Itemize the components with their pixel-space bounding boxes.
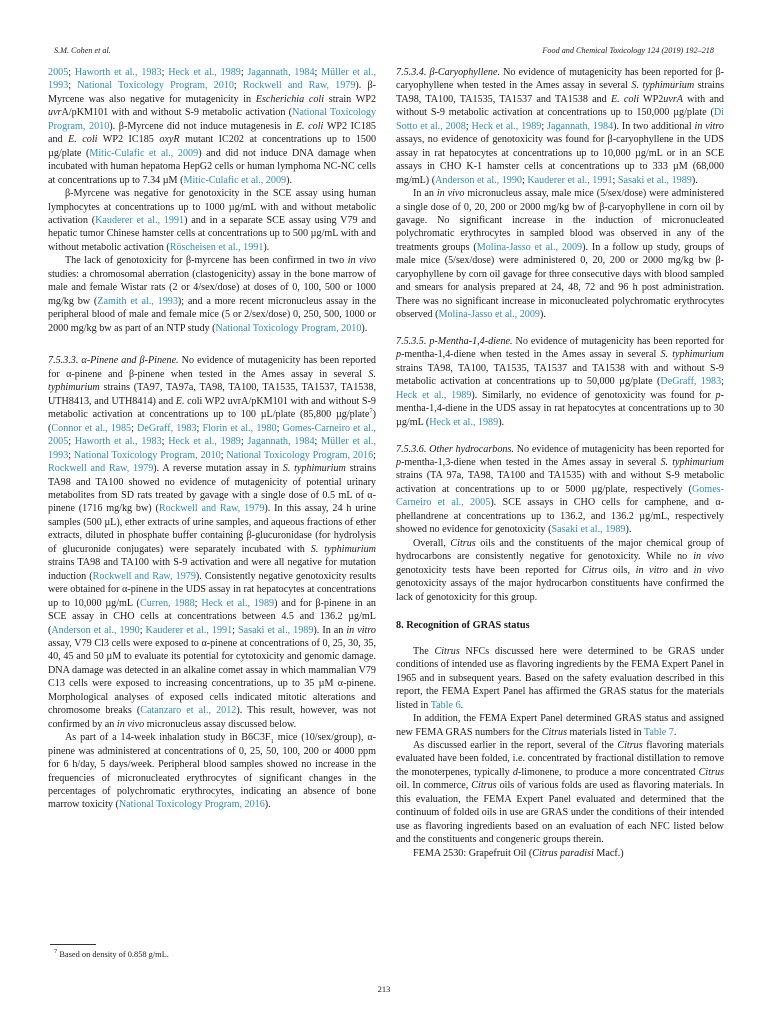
text-run: Citrus paradisi	[532, 847, 594, 859]
citation-link[interactable]: National Toxicology Program, 2016	[226, 449, 374, 461]
text-run: ;	[194, 597, 202, 609]
text-run: with and without S-9 metabolic activation at concentrations up to 150,000 µg/plate (	[396, 93, 724, 119]
text-run: oxyR	[159, 134, 180, 146]
footnote-marker: 7	[54, 948, 58, 956]
text-run: ). A reverse mutation assay in	[153, 463, 283, 475]
text-run: ;	[314, 436, 322, 448]
footnote-ref[interactable]: 7	[369, 407, 373, 415]
text-run: ). In this assay, 24 h urine samples (500 µL), ether extracts of urine samples, and aqueous fractions of ether extracts, diluted in phosphate buffer containing β-glucuronidase (for hydrolysis of glucuronide conjugates) were separately incubated with	[48, 503, 377, 555]
text-run: 7.5.3.3. α-Pinene and β-Pinene.	[48, 355, 179, 367]
text-run: in vivo	[436, 188, 465, 200]
section-gap	[396, 322, 724, 335]
text-run: uvrA	[663, 93, 683, 105]
text-run: ;	[161, 67, 169, 78]
citation-link[interactable]: Mitic-Culafic et al., 2009	[183, 174, 287, 186]
citation-link[interactable]: Jagannath, 1984	[247, 436, 315, 448]
text-run: ). In a follow up study, groups of male mice (5/sex/dose) were administered 0, 20, 200 or 2000 mg/kg bw β-caryophyllene by corn oil gavage for three consecutive days with blood sampled and smears for analysis prepared at 24, 48, 72 and 96 h post administration. There was no significant increase in miconucleated polychromatic erythrocytes observed (	[396, 241, 724, 321]
text-run: ;	[521, 174, 528, 186]
section-7-5-3-3-pinene	[48, 354, 376, 731]
section-heading-gras: 8. Recognition of GRAS status	[396, 620, 530, 632]
section-gap	[396, 429, 724, 442]
text-run: uvr	[48, 107, 62, 119]
text-run: ). Consistently negative genotoxicity results were obtained for α-pinene in the UDS assay in rat hepatocytes at concentrations up to 10,000 µg/mL (	[48, 570, 376, 609]
citation-link[interactable]: Gomes-Carneiro et al., 2005	[396, 483, 724, 509]
citation-link[interactable]: Rockwell and Raw, 1979	[92, 570, 196, 582]
citation-link[interactable]: National Toxicology Program, 2010	[48, 107, 377, 132]
citation-link[interactable]: Di Sotto et al., 2008	[396, 107, 724, 132]
text-run: in vivo	[693, 564, 724, 576]
text-run: in vitro	[694, 120, 724, 132]
text-run: p	[715, 389, 721, 401]
text-run: -limonene, to produce a more concentrated	[517, 766, 699, 778]
citation-link[interactable]: Haworth et al., 1983	[74, 67, 162, 78]
citation-link[interactable]: Kauderer et al., 1991	[527, 174, 613, 186]
text-run: -mentha-1,4-diene in the UDS assay in rat hepatocytes at concentrations up to 30 µg/mL (	[396, 389, 724, 428]
text-run: S. typhimurium	[310, 543, 376, 555]
text-run: E. coli	[68, 134, 98, 146]
text-run: strains TA98 and TA100 with S-9 activation and were all negative for mutation induction (	[48, 557, 376, 582]
text-run: Escherichia coli	[255, 93, 325, 105]
text-run: S. typhimurium	[660, 457, 724, 469]
section-7-5-3-4-caryophyllene	[396, 66, 724, 187]
text-run: FEMA 2530: Grapefruit Oil (	[413, 847, 533, 859]
text-run: ).	[361, 322, 368, 334]
text-run: S. typhimurium	[282, 463, 346, 475]
section-7-5-3-6-other-hydrocarbons	[396, 443, 724, 537]
text-run: oils and the constituents of the major chemical group of hydrocarbons are consistently negative for genotoxicity. While no	[396, 537, 724, 563]
text-run: ). β-Myrcene was also negative for mutagenicity in	[48, 80, 376, 105]
text-run: ;	[220, 449, 227, 461]
text-run: mutant IC202 at concentrations up to 1500 µg/plate (	[48, 134, 377, 159]
text-run: 7.5.3.4. β-Caryophyllene.	[396, 67, 501, 78]
footnote-text: Based on density of 0.858 g/mL.	[59, 950, 169, 959]
text-run: studies: a chromosomal aberration (clastogenicity) assay in the bone marrow of male and female Wistar rats (2 or 4/sex/dose) at doses of 0, 100, 500 or 1000 mg/kg bw (	[48, 268, 376, 307]
text-run: E. coli	[295, 120, 324, 132]
text-run: ;	[541, 120, 548, 132]
running-head-journal: Food and Chemical Toxicology 124 (2019) 192–218	[542, 46, 714, 55]
text-run: in vitro	[635, 564, 668, 576]
paragraph-myrcene-mutagenicity	[48, 66, 376, 187]
text-run: .	[673, 726, 677, 738]
citation-link[interactable]: Molina-Jasso et al., 2009	[476, 241, 583, 253]
citation-link[interactable]: National Toxicology Program, 2010	[73, 449, 221, 461]
citation-link[interactable]: Sasaki et al., 1989	[617, 174, 692, 186]
paragraph-myrcene-sce	[48, 187, 376, 254]
text-run: p	[396, 349, 402, 361]
text-run: ;	[240, 67, 248, 78]
text-run: p	[396, 457, 402, 469]
text-run: ;	[612, 174, 618, 186]
text-run: The lack of genotoxicity for β-myrcene has been confirmed in two	[65, 255, 348, 267]
text-run: ).	[691, 174, 698, 186]
text-run: strains TA98 and TA100 showed no evidence of mutagenicity of potential urinary metabolites from SD rats treated by gavage with a single dose of 0.5 mL of α-pinene (1716 mg/kg bw) (	[48, 463, 377, 515]
text-run: ). Similarly, no evidence of genotoxicity was found for	[471, 389, 716, 401]
text-run: 7.5.3.5. p-Mentha-1,4-diene.	[396, 336, 513, 347]
citation-link[interactable]: Heck et al., 1989	[168, 436, 241, 448]
page-number: 213	[377, 984, 391, 994]
citation-link[interactable]: Jagannath, 1984	[247, 67, 315, 78]
text-run: assays, no evidence of genotoxicity was found for β-caryophyllene in the UDS assay in rat hepatocytes at concentrations up to 10,000 µg/mL or in an SCE assays in CHO K-1 hamster cells at concentrations up to 333 µM (68,000 mg/mL) (	[396, 134, 724, 186]
text-run: S. typhimurium	[631, 80, 695, 92]
text-run: Citrus	[698, 766, 724, 778]
text-run: ).	[264, 799, 271, 811]
citation-link[interactable]: Röscheisen et al., 1991	[169, 241, 264, 253]
text-run: materials listed in	[567, 726, 644, 738]
text-run: ).	[625, 524, 632, 536]
running-head-authors: S.M. Cohen et al.	[54, 46, 111, 55]
citation-link[interactable]: National Toxicology Program, 2016	[118, 799, 265, 811]
text-run: genotoxicity assays of the major hydrocarbon constituents have confirmed the lack of genotoxicity for this group.	[396, 578, 724, 603]
citation-link[interactable]: Zamith et al., 1993	[97, 295, 178, 307]
citation-link[interactable]: 2005	[48, 67, 69, 78]
text-run: ;	[196, 422, 203, 434]
citation-link[interactable]: Rockwell and Raw, 1979	[48, 463, 154, 475]
text-run: ;	[240, 436, 248, 448]
citation-link[interactable]: Gomes-Carneiro et al., 2005	[48, 422, 376, 448]
citation-link[interactable]: Anderson et al., 1990	[51, 624, 140, 636]
text-run: mice (10/sex/group), α-pinene was administered at concentrations of 0, 25, 50, 100, 200 or 4000 ppm for 6 h/day, 5 days/week. Peripheral blood samples showed no increase in the frequencies of micronucleated erythrocytes of significant changes in the percentages of polychromatic erythrocytes, indicating an absence of bone marrow toxicity (	[48, 732, 376, 811]
text-run: strains (TA 97a, TA98, TA100 and TA1535) with and without S-9 metabolic activation at concentrations up to or 5000 µg/plate, respectively (	[396, 470, 724, 495]
citation-link[interactable]: Heck et al., 1989	[429, 416, 499, 428]
citation-link[interactable]: Sasaki et al., 1989	[238, 624, 314, 636]
text-run: A/pKM101 with and without S-9 metabolic activation (	[61, 107, 293, 119]
section-gap	[396, 604, 724, 617]
citation-link[interactable]: Anderson et al., 1990	[435, 174, 522, 186]
citation-link[interactable]: Molina-Jasso et al., 2009	[438, 309, 540, 321]
text-run: As discussed earlier in the report, several of the	[413, 740, 618, 752]
text-run: In an	[413, 188, 437, 200]
text-run: ;	[314, 67, 322, 78]
text-run: Citrus	[434, 645, 460, 657]
text-run: strain WP2	[324, 93, 377, 105]
text-run: ). SCE assays in CHO cells for camphene, and α-phellandrene at concentrations up to 136.2, and 136.2 µg/mL, respectively showed no evidence for genotoxicity (	[396, 497, 724, 536]
citation-link[interactable]: Müller et al., 1993	[48, 67, 376, 92]
citation-link[interactable]: Table 7	[643, 726, 674, 738]
text-run: Citrus	[450, 537, 476, 549]
text-run: ).	[286, 174, 293, 186]
citation-link[interactable]: Connor et al., 1985	[51, 422, 132, 434]
text-run: Citrus	[617, 740, 643, 752]
citation-link[interactable]: Florin et al., 1980	[202, 422, 277, 434]
text-run: ). This result, however, was not confirmed by an	[48, 705, 376, 730]
text-run: E.	[175, 395, 185, 407]
paragraph-pinene-inhalation	[48, 731, 376, 812]
text-run: ;	[465, 120, 472, 132]
citation-link[interactable]: Catanzaro et al., 2012	[140, 705, 237, 717]
citation-link[interactable]: Kauderer et al., 1991	[95, 214, 185, 226]
text-run: ). β-Myrcene did not induce mutagenesis in	[109, 120, 296, 132]
text-run: No evidence of mutagenicity has been reported for α-pinene and β-pinene when tested in the Ames assay in several	[48, 355, 376, 380]
text-run: in vivo	[693, 551, 724, 563]
text-run: ).	[539, 309, 546, 321]
text-run: ) (	[48, 409, 376, 434]
text-run: oils,	[607, 564, 636, 576]
text-run: ;	[276, 422, 283, 434]
right-column	[396, 66, 724, 860]
text-run: ;	[721, 376, 724, 388]
subscript: 1	[270, 738, 274, 746]
text-run: strains TA98, TA100, TA1535, TA1537 and TA1538 and	[396, 80, 725, 105]
text-run: No evidence of mutagenicity has been reported for	[513, 443, 724, 455]
citation-link[interactable]: National Toxicology Program, 2010	[77, 80, 234, 92]
fema-2530-entry	[396, 847, 724, 860]
text-run: Macf.)	[593, 847, 624, 859]
section-7-5-3-5-mentha-diene	[396, 335, 724, 429]
text-run: ;	[161, 436, 169, 448]
text-run: ). In an	[313, 624, 347, 636]
text-run: .	[460, 699, 464, 711]
footnote-rule	[50, 944, 96, 945]
text-run: Citrus	[541, 726, 568, 738]
citation-link[interactable]: Kauderer et al., 1991	[145, 624, 233, 636]
text-run: In addition, the FEMA Expert Panel determined GRAS status and assigned new FEMA GRAS numbers for the	[396, 713, 724, 738]
text-run: in vivo	[347, 255, 376, 267]
text-run: WP2 IC185	[97, 134, 160, 146]
text-run: ) and did not induce DNA damage when incubated with human hepatoma HepG2 cells or human lymphoma NC-NC cells at concentrations up to 7.34 µM (	[48, 147, 376, 186]
citation-link[interactable]: Jagannath, 1984	[547, 120, 614, 132]
text-run: micronucleus assay, male mice (5/sex/dose) were administered a single dose of 0, 20, 200 or 2000 mg/kg bw of β-caryophyllene in corn oil by gavage. No significant increase in the induction of micronucleated polychromatic erythrocytes in sampled blood was observed in any of the treatments groups (	[396, 188, 724, 253]
text-run: and	[667, 564, 694, 576]
paragraph-folded-oils	[396, 739, 724, 847]
text-run: WP2	[639, 93, 664, 105]
text-run: -mentha-1,3-diene when tested in the Ames assay in several	[401, 457, 661, 469]
text-run: ;	[68, 67, 75, 78]
text-run: E. coli	[610, 93, 640, 105]
text-run: ); and a more recent micronucleus assay in the peripheral blood of male and female mice (5 or 2/sex/dose) 0, 250, 500, 1000 or 2000 mg/kg bw as part of an NTP study (	[48, 295, 376, 334]
footnote	[54, 950, 169, 959]
text-run: d	[512, 766, 518, 778]
citation-link[interactable]: Table 6	[430, 699, 461, 711]
text-run: genotoxicity tests have been reported for	[396, 564, 582, 576]
text-run: Citrus	[471, 780, 497, 792]
citation-link[interactable]: Mitic-Culafic et al., 2009	[89, 147, 199, 159]
text-run: ;	[233, 80, 243, 92]
text-run: in vivo	[116, 718, 145, 730]
text-run: ) and in a separate SCE assay using V79 and hepatic tumor Chinese hamster cells at concentrations up to 500 µg/mL with and without metabolic activation (	[48, 214, 377, 253]
citation-link[interactable]: Haworth et al., 1983	[74, 436, 162, 448]
citation-link[interactable]: DeGraff, 1983	[660, 376, 722, 388]
text-run: No evidence of mutagenicity has been reported for β-caryophyllene when tested in the Ames assay in several	[396, 67, 724, 92]
text-run: NFCs discussed here were determined to be GRAS under conditions of intended use as flavoring ingredients by the FEMA Expert Panel in 1965 and in subsequent years. Based on the safety evaluation described in this report, the FEMA Expert Panel has affirmed the GRAS status for the materials listed in	[396, 645, 724, 711]
text-run: 7.5.3.6. Other hydrocarbons.	[396, 443, 514, 455]
paragraph-new-fema-numbers	[396, 712, 724, 739]
text-run: No evidence of mutagenicity has been reported for	[512, 336, 724, 347]
text-run: assay, V79 Cl3 cells were exposed to α-pinene at concentrations of 0, 25, 30, 35, 40, 45 and 50 µM to evaluate its potential for cytotoxicity and genomic damage. DNA damage was detected in an alkaline comet assay in which mammalian V79 C13 cells were exposed to increasing concentrations, up to 35 µM α-pinene. Morphological analyses of exposed cells indicated mitotic alterations and chromosome breaks (	[48, 637, 376, 717]
citation-link[interactable]: Sasaki et al., 1989	[551, 524, 626, 536]
citation-link[interactable]: Müller et al., 1993	[48, 436, 376, 461]
text-run: S. typhimurium	[48, 368, 376, 394]
text-run: WP2 IC185 and	[48, 120, 376, 146]
citation-link[interactable]: Heck et al., 1989	[471, 120, 542, 132]
text-run: coli WP2 uvrA/pKM101 with and without S-9 metabolic activation at concentrations up to 100 µL/plate (85,800 µg/plate	[48, 395, 376, 421]
text-run: ;	[373, 449, 376, 461]
left-column	[48, 66, 376, 812]
citation-link[interactable]: Heck et al., 1989	[201, 597, 275, 609]
text-run: Citrus	[581, 564, 608, 576]
text-run: strains TA98, TA100, TA1535, TA1537 and TA1538 with and without S-9 metabolic activation at concentrations up to 50,000 µg/plate (	[396, 362, 724, 388]
text-run: ).	[498, 416, 505, 428]
text-run: ;	[131, 422, 138, 434]
text-run: ).	[263, 241, 270, 253]
citation-link[interactable]: Heck et al., 1989	[168, 67, 241, 78]
text-run: S. typhimurium	[660, 349, 724, 361]
citation-link[interactable]: Curren, 1988	[139, 597, 195, 609]
text-run: -mentha-1,4-diene when tested in the Ames assay in several	[401, 349, 661, 361]
text-run: in vitro	[346, 624, 376, 636]
citation-link[interactable]: National Toxicology Program, 2010	[215, 322, 362, 334]
paragraph-overall-genotoxicity	[396, 537, 724, 604]
text-run: ;	[68, 449, 74, 461]
text-run: ) and for β-pinene in an SCE assay in CHO cells at concentrations between 4.5 and 136.2 µg/mL (	[48, 597, 376, 636]
citation-link[interactable]: Heck et al., 1989	[396, 389, 472, 401]
paragraph-gras-determination	[396, 645, 724, 712]
text-run: β-Myrcene was negative for genotoxicity in the SCE assay using human lymphocytes at concentrations up to 1000 µg/mL with and without metabolic activation (	[48, 188, 376, 226]
text-run: As part of a 14-week inhalation study in B6C3F	[65, 732, 271, 744]
paragraph-caryophyllene-in-vivo	[396, 187, 724, 322]
citation-link[interactable]: Rockwell and Raw, 1979	[242, 80, 356, 92]
citation-link[interactable]: DeGraff, 1983	[137, 422, 197, 434]
text-run: strains (TA97, TA97a, TA98, TA100, TA1535, TA1537, TA1538, UTH8413, and UTH8414) and	[48, 382, 376, 407]
text-run: oil. In commerce,	[396, 780, 472, 792]
text-run: micronucleus assay discussed below.	[144, 718, 297, 730]
text-run: Overall,	[413, 537, 451, 549]
text-run: The	[413, 645, 435, 657]
text-run: ;	[68, 436, 75, 448]
text-run: ). In two additional	[613, 120, 695, 132]
text-run: oils of various folds are used as flavoring materials. In this evaluation, the FEMA Expert Panel evaluated and determined that the continuum of folded oils in use are GRAS under the conditions of their intended use as flavoring ingredients based on an evaluation of each NFC listed below and the constituents and congeneric groups therein.	[396, 780, 724, 846]
section-gap	[48, 335, 376, 348]
paragraph-myrcene-in-vivo	[48, 254, 376, 335]
text-run: ;	[68, 80, 78, 92]
text-run: ;	[232, 624, 238, 636]
citation-link[interactable]: Rockwell and Raw, 1979	[158, 503, 265, 515]
text-run: ;	[139, 624, 146, 636]
text-run: flavoring materials evaluated have been folded, i.e. concentrated by fractional distillation to remove the monoterpenes, typically	[396, 740, 724, 778]
